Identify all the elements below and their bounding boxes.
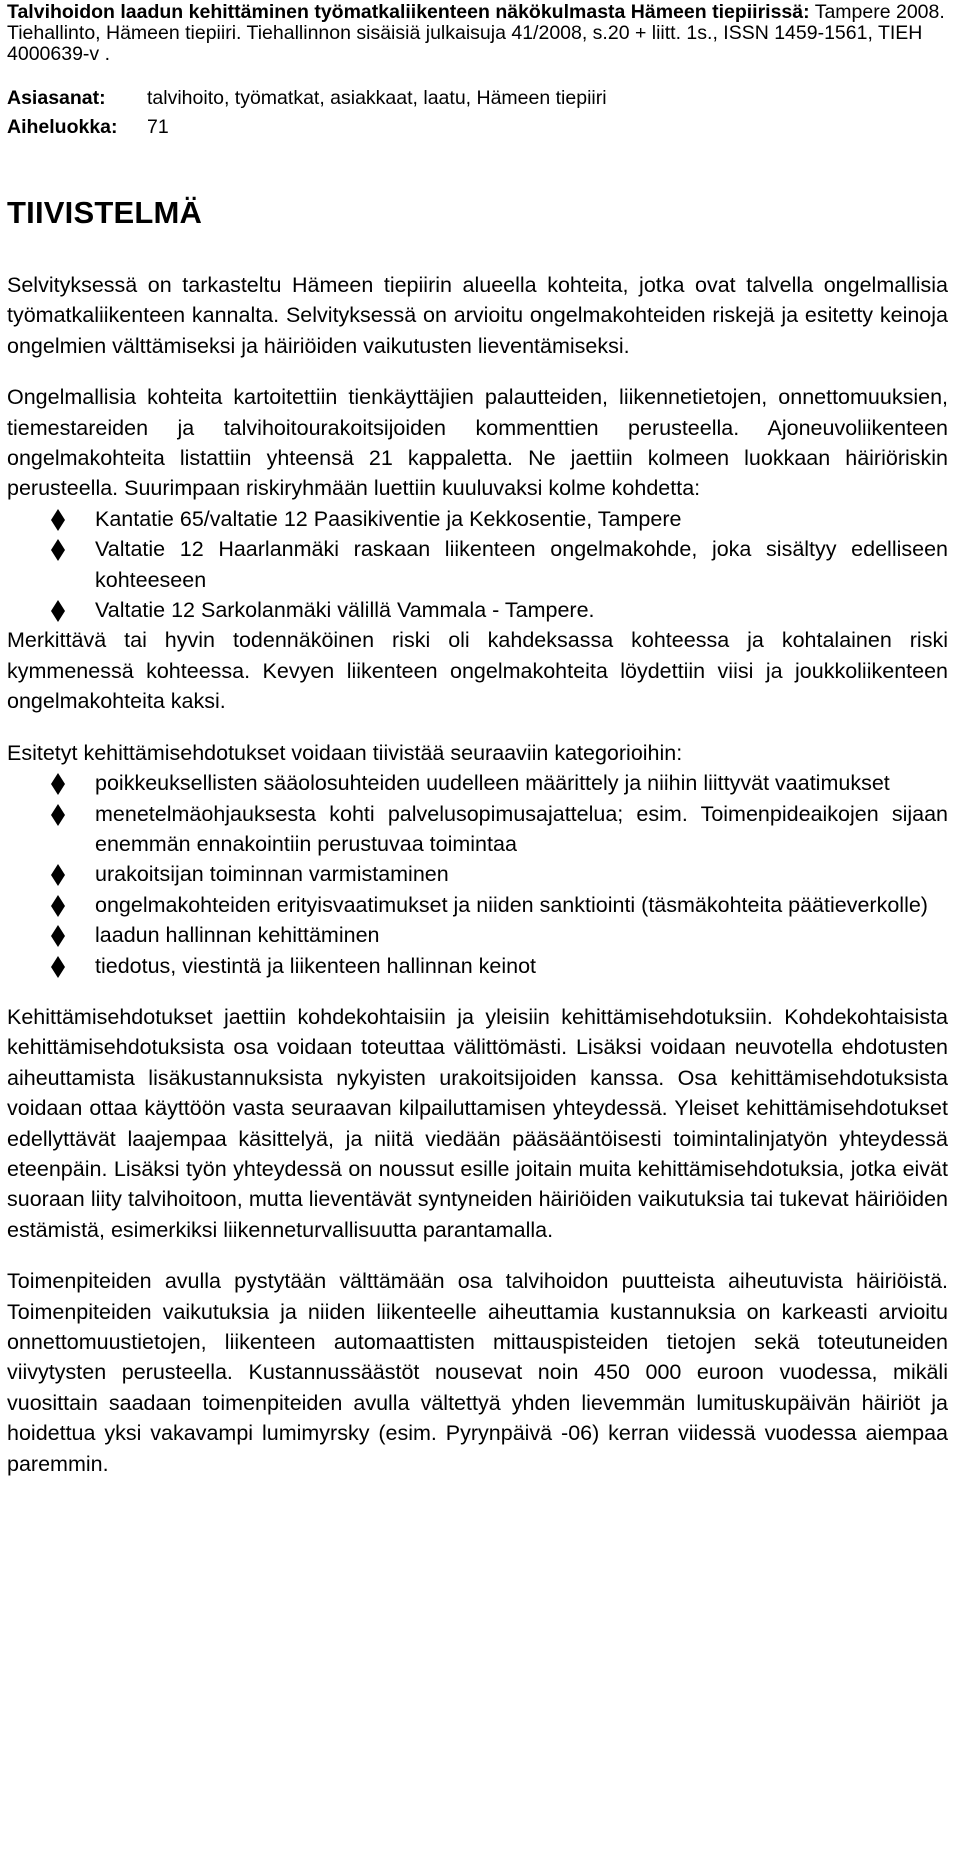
paragraph-proposal-types: Kehittämisehdotukset jaettiin kohdekohtaisiin ja yleisiin kehittämisehdotuksiin. Kohdekohtaisista kehittämisehdotuksista osa voidaan toteuttaa välittömästi. Lisäksi voidaan neuvotella ehdotusten aiheuttamista lisäkustannuksista nykyisten urakoitsijoiden kanssa. Osa kehittämisehdotuksista voidaan ottaa käyttöön vasta seuraavan kilpailuttamisen yhteydessä. Yleiset kehittämisehdotukset edellyttävät laajempaa käsittelyä, ja niitä viedään pääsääntöisesti toimintalinjatyön yhteydessä eteenpäin. Lisäksi työn yhteydessä on noussut esille joitain muita kehittämisehdotuksia, jotka eivät suoraan liity talvihoitoon, mutta lieventävät syntyneiden häiriöiden vaikutuksia tai tukevat häiriöiden estämistä, esimerkiksi liikenneturvallisuutta parantamalla. [7,1004,948,1242]
list-item: Valtatie 12 Sarkolanmäki välillä Vammala - Tampere. [7,595,948,625]
page-title: TIIVISTELMÄ [7,195,203,230]
diamond-bullet-icon [51,895,65,917]
list-item: urakoitsijan toiminnan varmistaminen [7,859,948,889]
bibliographic-reference [7,0,948,65]
list-item: menetelmäohjauksesta kohti palvelusopimusajattelua; esim. Toimenpideaikojen sijaan enemmän ennakointiin perustuvaa toimintaa [7,799,948,860]
diamond-bullet-icon [51,804,65,826]
publication-details: Tampere 2008. Tiehallinto, Hämeen tiepiiri. Tiehallinnon sisäisiä julkaisuja 41/2008, s.20 + liitt. 1s., ISSN 1459-1561, TIEH 4000639-v . [7,1,945,65]
paragraph-intro: Selvityksessä on tarkasteltu Hämeen tiepiirin alueella kohteita, jotka ovat talvella ongelmallisia työmatkaliikenteen kannalta. Selvityksessä on arvioitu ongelmakohteiden riskejä ja esitetty keinoja ongelmien välttämiseksi ja häiriöiden vaikutusten lieventämiseksi. [7,273,948,358]
paragraph-survey: Ongelmallisia kohteita kartoitettiin tienkäyttäjien palautteiden, liikennetietojen, onnettomuuksien, tiemestareiden ja talvihoitourakoitsijoiden kommenttien perusteella. Ajoneuvoliikenteen ongelmakohteita listattiin yhteensä 21 kappaletta. Ne jaettiin kolmeen luokkaan häiriöriskin perusteella. Suurimpaan riskiryhmään luettiin kuuluvaksi kolme kohdetta: [7,385,948,501]
diamond-bullet-icon [51,925,65,947]
report-title: Talvihoidon laadun kehittäminen työmatkaliikenteen näkökulmasta Hämeen tiepiirissä: [7,1,810,23]
paragraph-cost-savings: Toimenpiteiden avulla pystytään välttämään osa talvihoidon puutteista aiheutuvista häiriöistä. Toimenpiteiden vaikutuksia ja niiden liikenteelle aiheuttamia kustannuksia on karkeasti arvioitu onnettomuustietojen, liikenteen automaattisten mittauspisteiden tietojen sekä toteutuneiden viivytysten perusteella. Kustannussäästöt nousevat noin 450 000 euroon vuodessa, mikäli vuosittain saadaan toimenpiteiden avulla vältettyä yhden lievemmän lumituskupäivän häiriöt ja hoidettua yksi vakavampi lumimyrsky (esim. Pyrynpäivä -06) kerran viidessä vuodessa aiempaa paremmin. [7,1269,948,1476]
list-item: Kantatie 65/valtatie 12 Paasikiventie ja Kekkosentie, Tampere [7,504,948,534]
keywords-row [7,84,948,113]
paragraph-risk-summary: Merkittävä tai hyvin todennäköinen riski oli kahdeksassa kohteessa ja kohtalainen riski kymmenessä kohteessa. Kevyen liikenteen ongelmakohteita löydettiin viisi ja joukkoliikenteen ongelmakohteita kaksi. [7,628,948,714]
list-item: Valtatie 12 Haarlanmäki raskaan liikenteen ongelmakohde, joka sisältyy edelliseen kohteeseen [7,534,948,595]
diamond-bullet-icon [51,956,65,978]
paragraph-proposals-intro: Esitetyt kehittämisehdotukset voidaan tiivistää seuraaviin kategorioihin: [7,740,683,765]
keywords-value: talvihoito, työmatkat, asiakkaat, laatu, Hämeen tiepiiri [147,87,607,109]
list-item: ongelmakohteiden erityisvaatimukset ja niiden sanktiointi (täsmäkohteita päätieverkolle) [7,890,948,920]
diamond-bullet-icon [51,600,65,622]
diamond-bullet-icon [51,539,65,561]
diamond-bullet-icon [51,864,65,886]
list-item: tiedotus, viestintä ja liikenteen hallinnan keinot [7,951,948,981]
abstract-body [7,270,948,1479]
list-item: poikkeuksellisten sääolosuhteiden uudelleen määrittely ja niihin liittyvät vaatimukset [7,768,948,798]
metadata-block [7,84,948,142]
subject-class-row [7,113,948,142]
subject-class-label: Aiheluokka: [7,116,118,138]
subject-class-value: 71 [147,116,169,138]
proposal-category-list [7,768,948,981]
keywords-label: Asiasanat: [7,87,106,109]
list-item: laadun hallinnan kehittäminen [7,920,948,950]
top-risk-list [7,504,948,626]
diamond-bullet-icon [51,773,65,795]
diamond-bullet-icon [51,509,65,531]
